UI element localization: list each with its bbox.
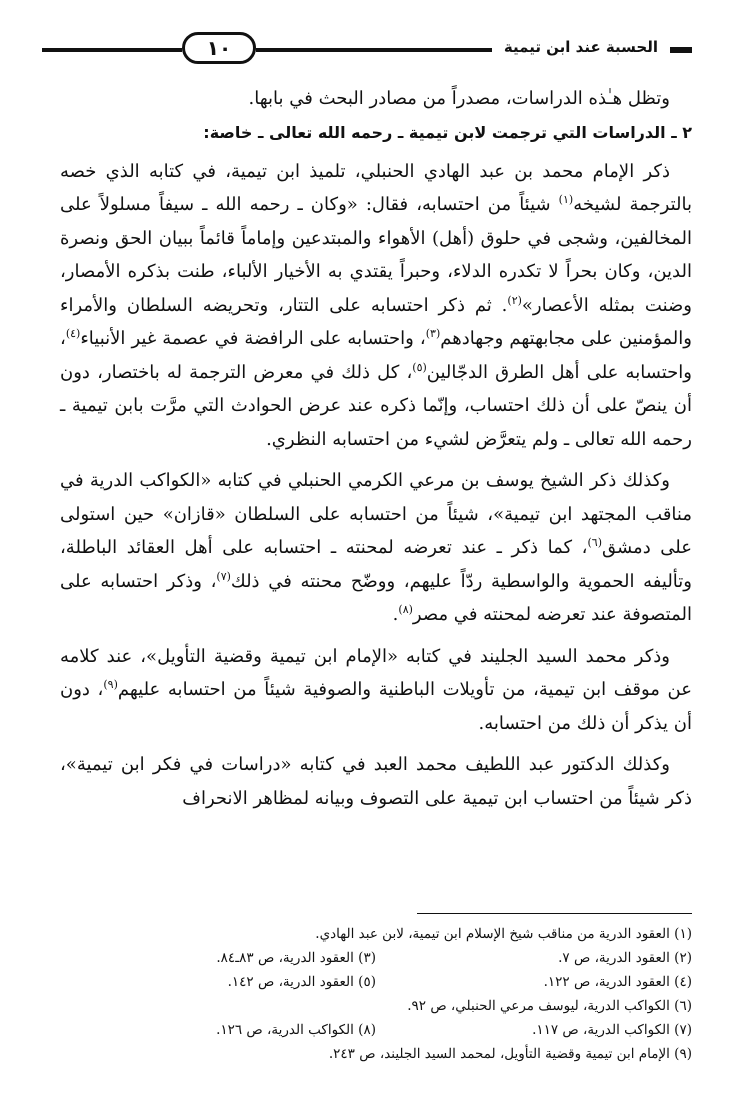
footnote-8: (٨) الكواكب الدرية، ص ١٢٦. bbox=[216, 1022, 376, 1038]
header-rule-middle bbox=[256, 48, 492, 52]
paragraph-1 bbox=[60, 155, 692, 457]
footnote-ref[interactable]: (٨) bbox=[398, 603, 413, 616]
page-number: ١٠ bbox=[182, 32, 256, 64]
text-run: . bbox=[392, 604, 399, 625]
footnote-ref[interactable]: (٧) bbox=[216, 569, 231, 583]
footnote-6: (٦) الكواكب الدرية، ليوسف مرعي الحنبلي، ص ٩٢. bbox=[407, 998, 692, 1014]
footnote-separator bbox=[417, 913, 692, 914]
footnote-4: (٤) العقود الدرية، ص ١٢٢. bbox=[543, 974, 692, 990]
footnote-ref[interactable]: (٩) bbox=[103, 678, 118, 691]
text-run: وذكر محمد السيد الجليند في كتابه «الإمام ابن تيمية وقضية التأويل»، عند كلامه عن موقف ابن تيمية، من تأويلات الباطنية والصوفية شيئاً من احتسابه عليهم bbox=[60, 645, 692, 700]
running-title: الحسبة عند ابن تيمية bbox=[503, 38, 658, 56]
header-rule-right bbox=[670, 47, 692, 53]
footnotes bbox=[60, 922, 692, 1066]
text-run: ، دون أن يذكر أن ذلك من احتسابه. bbox=[60, 679, 692, 734]
text-run: ، كل ذلك في معرض الترجمة له باختصار، دون أن ينصّ على أن ذلك احتساب، وإنّما ذكره عند عرض الحوادث التي مرَّت بابن تيمية ـ رحمه الله تعالى ـ ولم يتعرَّض لشيء من احتسابه النظري. bbox=[60, 361, 692, 450]
text-run: ، كما ذكر ـ عند تعرضه لمحنته ـ احتسابه على أهل العقائد الباطلة، وتأليفه الحموية والواسطية ردّاً عليهم، ووضّح محنته في ذلك bbox=[60, 537, 692, 592]
footnote-ref[interactable]: (٥) bbox=[412, 360, 427, 374]
footnote-5: (٥) العقود الدرية، ص ١٤٢. bbox=[227, 974, 376, 990]
footnote-ref[interactable]: (١) bbox=[558, 193, 574, 206]
text-run: ، وذكر احتسابه على المتصوفة عند تعرضه لمحنته في مصر bbox=[60, 570, 692, 625]
text-run: ، واحتسابه على أهل الطرق الدجّالين bbox=[60, 328, 693, 383]
footnote-row bbox=[60, 970, 692, 994]
text-run: شيئاً من احتسابه، فقال: «وكان ـ رحمه الله ـ سيفاً مسلولاً على المخالفين، وشجى في حلوق (أهل) الأهواء والمبتدعين وإماماً قائماً ببيان الحق ونصرة الدين، وكان بحراً لا تكدره الدلاء، وحبراً يقتدي به الأخيار الألباء، طنت بذكره الأمصار، وضنت بمثله الأعصار» bbox=[60, 194, 692, 316]
page-header bbox=[42, 30, 692, 70]
section-heading: ٢ ـ الدراسات التي ترجمت لابن تيمية ـ رحمه الله تعالى ـ خاصة: bbox=[203, 122, 692, 142]
footnote-9: (٩) الإمام ابن تيمية وقضية التأويل، لمحمد السيد الجليند، ص ٢٤٣. bbox=[328, 1046, 692, 1062]
intro-paragraph: وتظل هـٰذه الدراسات، مصدراً من مصادر البحث في بابها. bbox=[248, 88, 670, 109]
main-text bbox=[60, 82, 692, 815]
footnote-ref[interactable]: (٤) bbox=[65, 327, 81, 340]
paragraph-4: وكذلك الدكتور عبد اللطيف محمد العبد في كتابه «دراسات في فكر ابن تيمية»، ذكر شيئاً من احتساب ابن تيمية على التصوف وبيانه لمظاهر الانحراف bbox=[60, 754, 692, 809]
footnote-3: (٣) العقود الدرية، ص ٨٣ـ٨٤. bbox=[216, 950, 376, 966]
text-run: ، واحتسابه على الرافضة في عصمة غير الأنبياء bbox=[80, 328, 426, 349]
footnote-row bbox=[60, 946, 692, 970]
footnote-1: (١) العقود الدرية من مناقب شيخ الإسلام ابن تيمية، لابن عبد الهادي. bbox=[315, 926, 692, 942]
text-run: وكذلك ذكر الشيخ يوسف بن مرعي الكرمي الحنبلي في كتابه «الكواكب الدرية في مناقب المجتهد ابن تيمية»، شيئاً من احتسابه على السلطان «قازان» حين استولى على دمشق bbox=[60, 470, 692, 558]
paragraph-3 bbox=[60, 640, 692, 741]
footnote-ref[interactable]: (٣) bbox=[425, 327, 441, 340]
text-run: . ثم ذكر احتسابه على التتار، وتحريضه السلطان والأمراء والمؤمنين على مجابهتهم وجهادهم bbox=[60, 294, 692, 349]
paragraph-2 bbox=[60, 464, 692, 632]
footnote-ref[interactable]: (٦) bbox=[587, 536, 602, 549]
footnote-row bbox=[60, 1018, 692, 1042]
footnote-7: (٧) الكواكب الدرية، ص ١١٧. bbox=[532, 1022, 692, 1038]
footnote-ref[interactable]: (٢) bbox=[507, 293, 522, 307]
header-rule-left bbox=[42, 48, 182, 52]
text-run: ذكر الإمام محمد بن عبد الهادي الحنبلي، تلميذ ابن تيمية، في كتابه الذي خصه بالترجمة لشيخه bbox=[60, 160, 692, 215]
footnote-2: (٢) العقود الدرية، ص ٧. bbox=[558, 950, 692, 966]
